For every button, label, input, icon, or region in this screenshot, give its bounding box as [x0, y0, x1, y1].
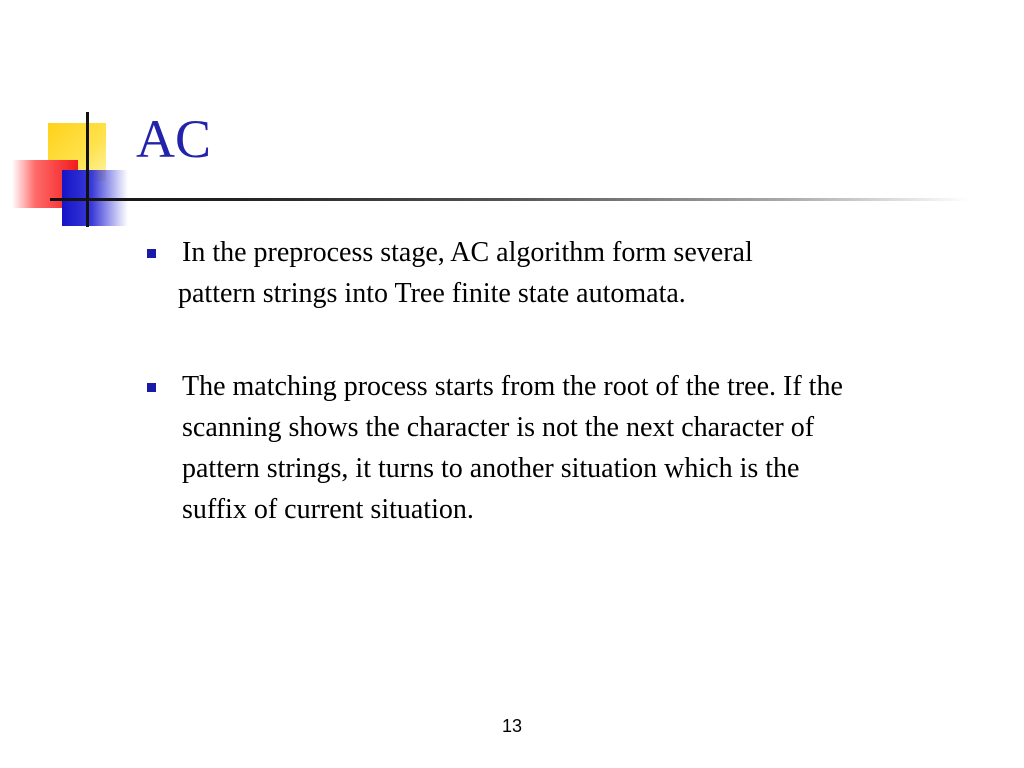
decorative-vertical-line: [86, 112, 89, 227]
bullet-text-line: The matching process starts from the root of the tree. If the: [182, 371, 843, 402]
bullet-item: [146, 232, 1006, 314]
bullet-text-line: scanning shows the character is not the next character of: [182, 412, 815, 443]
bullet-text-line: In the preprocess stage, AC algorithm form several: [182, 237, 753, 268]
bullet-square-icon: [147, 383, 156, 392]
bullet-text-line: pattern strings into Tree finite state automata.: [178, 278, 686, 309]
slide-title: AC: [136, 109, 212, 169]
page-number: 13: [501, 716, 523, 736]
bullet-list: [146, 232, 1006, 582]
bullet-text-line: pattern strings, it turns to another situation which is the: [182, 453, 800, 484]
title-underline: [50, 198, 970, 201]
bullet-item: [146, 366, 1006, 530]
bullet-square-icon: [147, 249, 156, 258]
bullet-text-line: suffix of current situation.: [182, 494, 474, 525]
